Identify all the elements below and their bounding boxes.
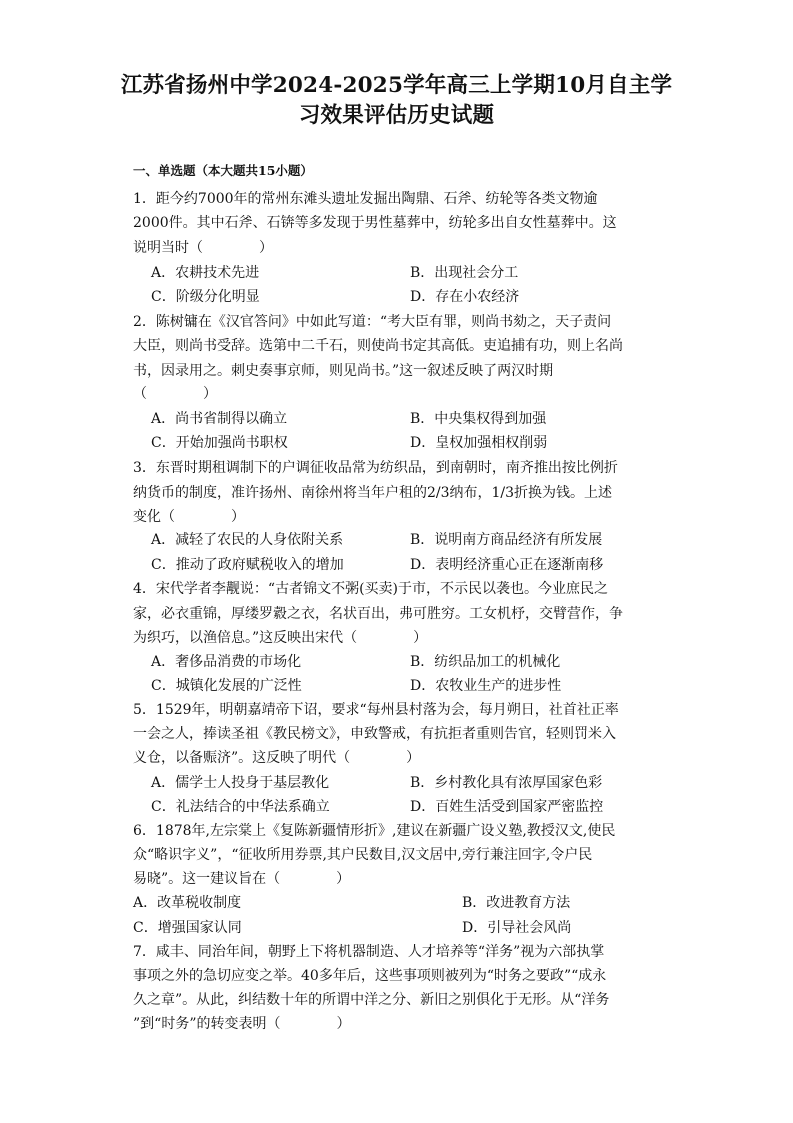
exam-title-line-1: 江苏省扬州中学2024-2025学年高三上学期10月自主学 [120,73,673,98]
q6-option-d[interactable]: D．引导社会风尚 [462,920,572,936]
q6-line-3: 易晓”。这一建议旨在（ ） [133,871,351,887]
q2-line-3: 书，因录用之。刺史奏事京师，则见尚书。”这一叙述反映了两汉时期 [133,363,554,379]
q1-option-b[interactable]: B．出现社会分工 [410,265,519,281]
q2-line-1: 2．陈树镛在《汉官答问》中如此写道：“考大臣有罪，则尚书劾之，天子责问 [133,314,612,330]
q3-line-2: 纳货币的制度，准许扬州、南徐州将当年户租的2/3纳布，1/3折换为钱。上述 [133,485,613,501]
q5-line-2: 一会之人，捧读圣祖《教民榜文》，申致警戒，有抗拒者重则告官，轻则罚米入 [133,726,616,742]
q6-line-2: 众“略识字义”，“征收所用券票,其户民数目,汉文居中,旁行兼注回字,令户民 [133,847,593,863]
q1-line-2: 2000件。其中石斧、石锛等多发现于男性墓葬中，纺轮多出自女性墓葬中。这 [133,215,617,231]
q5-line-1: 5．1529年，明朝嘉靖帝下诏，要求“每州县村落为会，每月朔日，社首社正率 [133,702,619,718]
q2-option-d[interactable]: D．皇权加强相权削弱 [410,435,548,451]
q5-option-a[interactable]: A．儒学士人投身于基层教化 [151,775,330,791]
q1-line-3: 说明当时（ ） [133,240,273,256]
q2-option-b[interactable]: B．中央集权得到加强 [410,411,547,427]
q3-line-3: 变化（ ） [133,509,245,525]
q7-line-2: 事项之外的急切应变之举。40多年后，这些事项则被列为“时务之要政”“成永 [133,968,607,984]
q4-line-2: 家，必衣重锦，厚缕罗縠之衣，名状百出，弗可胜穷。工女机杼，交臂营作，争 [133,606,623,622]
q2-option-a[interactable]: A．尚书省制得以确立 [151,411,288,427]
q4-option-c[interactable]: C．城镇化发展的广泛性 [151,678,302,694]
q5-line-3: 义仓，以备赈济”。这反映了明代（ ） [133,750,421,766]
q7-line-1: 7．咸丰、同治年间，朝野上下将机器制造、人才培养等“洋务”视为六部执掌 [133,944,605,960]
q6-line-1: 6．1878年,左宗棠上《复陈新疆情形折》,建议在新疆广设义塾,教授汉文,使民 [133,823,616,839]
q3-option-b[interactable]: B．说明南方商品经济有所发展 [410,532,603,548]
q3-option-a[interactable]: A．减轻了农民的人身依附关系 [151,532,344,548]
q4-option-b[interactable]: B．纺织品加工的机械化 [410,654,561,670]
q6-option-b[interactable]: B．改进教育方法 [462,895,571,911]
q7-line-4: ”到“时务”的转变表明（ ） [133,1016,351,1032]
q3-option-d[interactable]: D．表明经济重心正在逐渐南移 [410,557,604,573]
q1-line-1: 1．距今约7000年的常州东滩头遗址发掘出陶鼎、石斧、纺轮等各类文物逾 [133,191,598,207]
q1-option-a[interactable]: A．农耕技术先进 [151,265,260,281]
q6-option-c[interactable]: C．增强国家认同 [133,920,242,936]
q2-line-2: 大臣，则尚书受辞。选第中二千石，则使尚书定其高低。吏追捕有功，则上名尚 [133,338,623,354]
q4-option-a[interactable]: A．奢侈品消费的市场化 [151,654,302,670]
section-heading: 一、单选题（本大题共15小题） [133,163,313,178]
q1-option-d[interactable]: D．存在小农经济 [410,289,520,305]
exam-title-line-2: 习效果评估历史试题 [298,103,495,128]
q3-line-1: 3．东晋时期租调制下的户调征收品常为纺织品，到南朝时，南齐推出按比例折 [133,460,618,476]
q4-line-3: 为织巧，以渔倍息。”这反映出宋代（ ） [133,630,428,646]
q3-option-c[interactable]: C．推动了政府赋税收入的增加 [151,557,344,573]
q5-option-d[interactable]: D．百姓生活受到国家严密监控 [410,799,604,815]
q2-option-c[interactable]: C．开始加强尚书职权 [151,435,288,451]
q6-option-a[interactable]: A．改革税收制度 [133,895,242,911]
q5-option-c[interactable]: C．礼法结合的中华法系确立 [151,799,330,815]
q5-option-b[interactable]: B．乡村教化具有浓厚国家色彩 [410,775,603,791]
q2-line-4: （ ） [133,386,217,402]
q7-line-3: 久之章”。从此，纠结数十年的所谓中洋之分、新旧之别俱化于无形。从“洋务 [133,992,610,1008]
q4-line-1: 4．宋代学者李觏说：“古者锦文不粥(买卖)于市，不示民以袭也。今业庶民之 [133,581,608,597]
q4-option-d[interactable]: D．农牧业生产的进步性 [410,678,562,694]
q1-option-c[interactable]: C．阶级分化明显 [151,289,260,305]
